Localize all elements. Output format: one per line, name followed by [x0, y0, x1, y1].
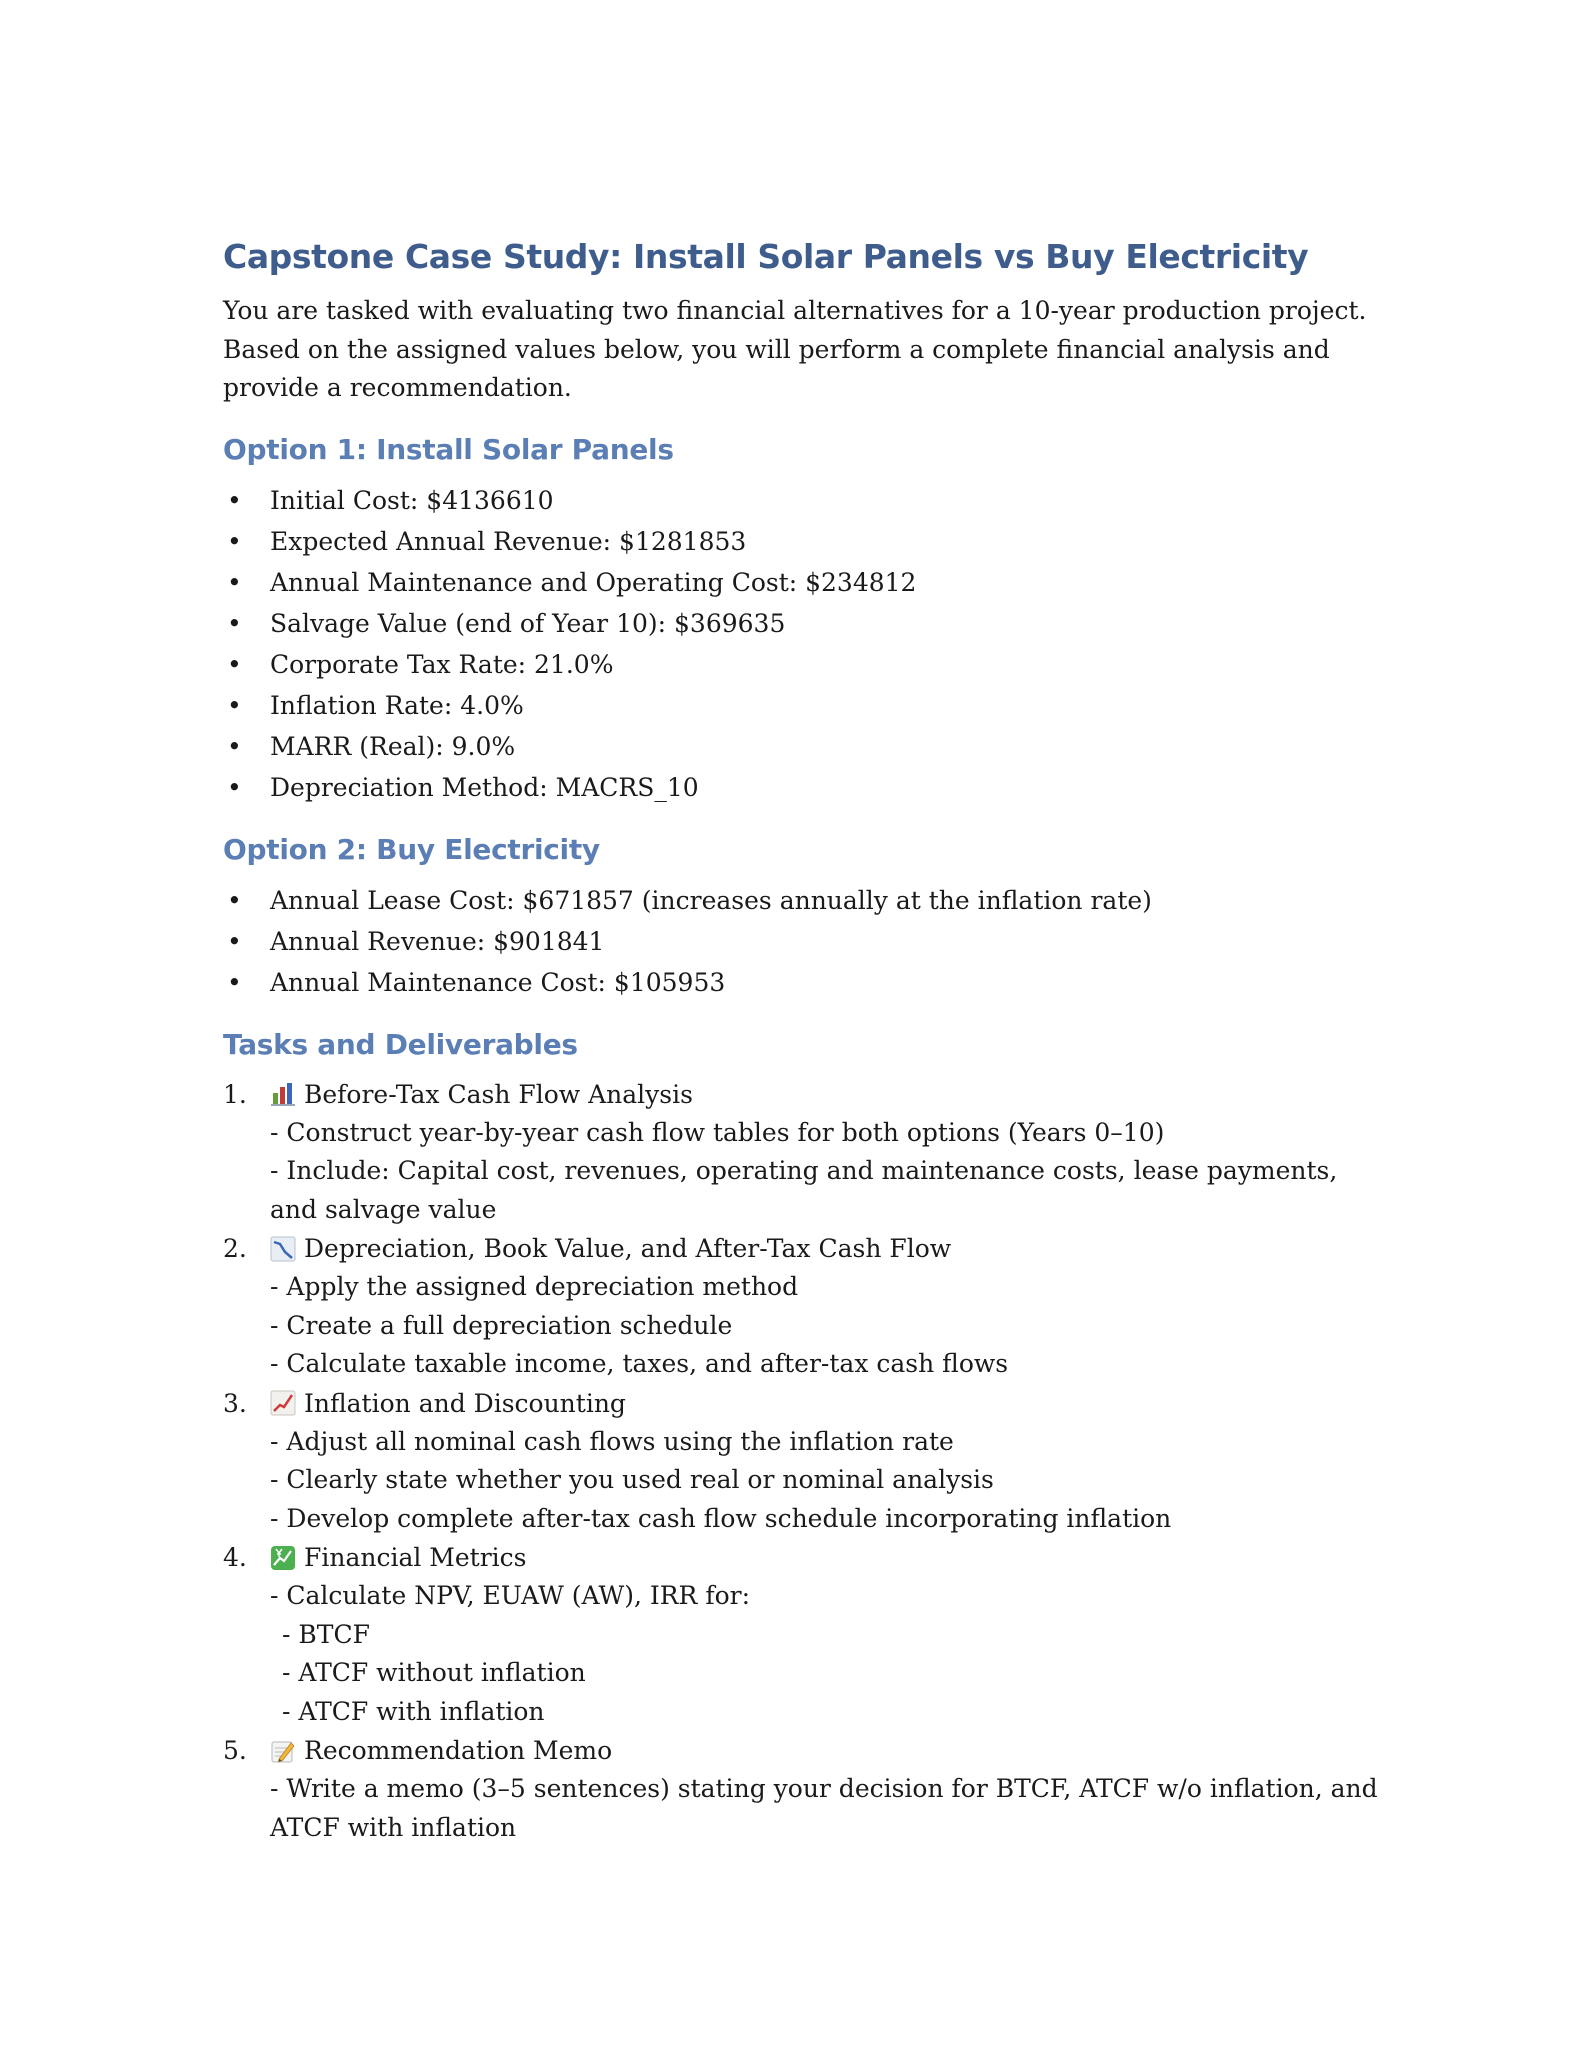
bullet: • [227, 526, 242, 556]
bullet: • [227, 885, 242, 915]
list-item: • Depreciation Method: MACRS_10 [223, 767, 1383, 808]
task-title: Before-Tax Cash Flow Analysis [304, 1079, 693, 1109]
bullet: • [227, 690, 242, 720]
task-item [223, 1229, 1383, 1384]
task-number: 3. [223, 1388, 247, 1418]
task-number: 4. [223, 1543, 247, 1572]
list-item: • Annual Maintenance and Operating Cost: $234812 [223, 562, 1383, 603]
task-title: Financial Metrics [304, 1543, 527, 1572]
task-line: - Construct year-by-year cash flow tables for both options (Years 0–10) [270, 1117, 1165, 1147]
task-item [223, 1731, 1383, 1847]
document-title: Capstone Case Study: Install Solar Panels vs Buy Electricity [223, 237, 1309, 276]
tasks-heading: Tasks and Deliverables [223, 1027, 578, 1061]
list-item: • MARR (Real): 9.0% [223, 726, 1383, 767]
document-page [223, 222, 1383, 1847]
task-line: - Apply the assigned depreciation method [270, 1272, 799, 1301]
task-line: - Create a full depreciation schedule [270, 1310, 733, 1340]
task-title: Recommendation Memo [304, 1736, 613, 1765]
task-line: - Calculate taxable income, taxes, and after-tax cash flows [270, 1349, 1009, 1378]
task-line: - Adjust all nominal cash flows using the inflation rate [270, 1426, 954, 1456]
task-item [223, 1075, 1383, 1230]
bullet: • [227, 731, 242, 761]
bullet: • [227, 649, 242, 679]
option1-heading: Option 1: Install Solar Panels [223, 432, 674, 466]
task-title: Inflation and Discounting [304, 1388, 626, 1418]
task-item [223, 1384, 1383, 1539]
chart-increasing-icon [270, 1390, 296, 1416]
task-subline: - BTCF [282, 1619, 370, 1649]
bullet: • [227, 567, 242, 597]
option2-list [223, 880, 1383, 1003]
list-item: • Inflation Rate: 4.0% [223, 685, 1383, 726]
task-subline: - ATCF with inflation [282, 1696, 545, 1726]
task-number: 2. [223, 1234, 247, 1263]
task-title: Depreciation, Book Value, and After-Tax Cash Flow [304, 1234, 952, 1263]
intro-paragraph: You are tasked with evaluating two financial alternatives for a 10-year production project. Based on the assigned values below, you will perform a complete financial analysis and provide a recommendation. [223, 296, 1367, 402]
task-number: 5. [223, 1736, 247, 1765]
tasks-list [223, 1075, 1383, 1848]
bar-chart-icon [270, 1081, 296, 1107]
list-item: • Salvage Value (end of Year 10): $369635 [223, 603, 1383, 644]
chart-yen-icon [270, 1545, 296, 1571]
list-item: • Annual Revenue: $901841 [223, 921, 1383, 962]
task-item [223, 1538, 1383, 1731]
bullet: • [227, 967, 242, 997]
task-line: - Clearly state whether you used real or nominal analysis [270, 1465, 994, 1494]
bullet: • [227, 608, 242, 638]
list-item: • Initial Cost: $4136610 [223, 480, 1383, 521]
list-item: • Annual Lease Cost: $671857 (increases annually at the inflation rate) [223, 880, 1383, 921]
task-line: - Write a memo (3–5 sentences) stating your decision for BTCF, ATCF w/o inflation, and ATCF with inflation [270, 1774, 1378, 1842]
task-line: - Calculate NPV, EUAW (AW), IRR for: [270, 1581, 751, 1610]
bullet: • [227, 772, 242, 802]
list-item: • Annual Maintenance Cost: $105953 [223, 962, 1383, 1003]
task-subline: - ATCF without inflation [282, 1658, 586, 1687]
option1-list [223, 480, 1383, 808]
chart-decreasing-icon [270, 1236, 296, 1262]
task-line: - Develop complete after-tax cash flow schedule incorporating inflation [270, 1503, 1172, 1533]
task-number: 1. [223, 1079, 247, 1109]
option2-heading: Option 2: Buy Electricity [223, 832, 600, 866]
task-line: - Include: Capital cost, revenues, operating and maintenance costs, lease payments, and salvage value [270, 1156, 1338, 1224]
list-item: • Corporate Tax Rate: 21.0% [223, 644, 1383, 685]
bullet: • [227, 485, 242, 515]
memo-icon [270, 1738, 296, 1764]
bullet: • [227, 926, 242, 956]
list-item: • Expected Annual Revenue: $1281853 [223, 521, 1383, 562]
